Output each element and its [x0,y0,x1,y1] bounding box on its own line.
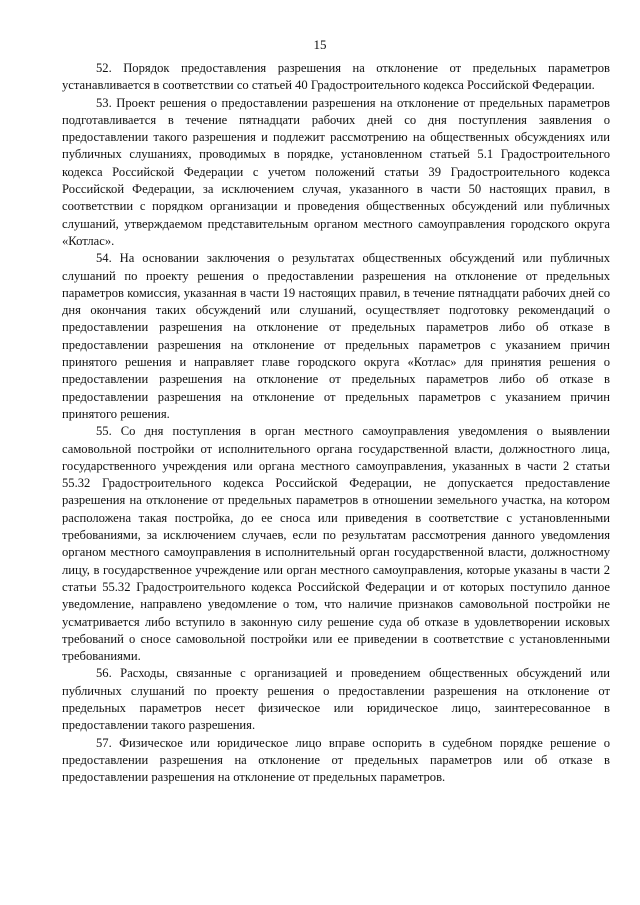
paragraph-55: 55. Со дня поступления в орган местного самоуправления уведомления о выявлении самовольной постройки от исполнительного органа государственной власти, должностного лица, государственного учреждения или органа местного самоуправления, указанных в части 2 статьи 55.32 Градостроительного кодекса Российской Федерации, не допускается предоставление разрешения на отклонение от предельных параметров в отношении земельного участка, на котором расположена такая постройка, до ее сноса или приведения в соответствие с установленными требованиями, за исключением случаев, если по результатам рассмотрения данного уведомления органом местного самоуправления в исполнительный орган государственной власти, должностному лицу, в государственное учреждение или орган местного самоуправления, которые указаны в части 2 статьи 55.32 Градостроительного кодекса Российской Федерации и от которых поступило данное уведомление, направлено уведомление о том, что наличие признаков самовольной постройки не усматривается либо вступило в законную силу решение суда об отказе в удовлетворении исковых требований о сносе самовольной постройки или ее приведении в соответствие с установленными требованиями. [62,424,610,664]
paragraph-52: 52. Порядок предоставления разрешения на отклонение от предельных параметров устанавливается в соответствии со статьей 40 Градостроительного кодекса Российской Федерации. [62,61,610,93]
paragraph-57: 57. Физическое или юридическое лицо вправе оспорить в судебном порядке решение о предоставлении разрешения на отклонение от предельных параметров или об отказе в предоставлении разрешения на отклонение от предельных параметров. [62,735,610,785]
paragraph-53: 53. Проект решения о предоставлении разрешения на отклонение от предельных параметров подготавливается в течение пятнадцати рабочих дней со дня поступления заявления о предоставлении такого разрешения и подлежит рассмотрению на общественных обсуждениях или публичных слушаниях, проводимых в порядке, установленном статьей 5.1 Градостроительного кодекса Российской Федерации с учетом положений статьи 39 Градостроительного кодекса Российской Федерации, за исключением случая, указанного в части 50 настоящих правил, в соответствии с порядком организации и проведения общественных обсуждений или публичных слушаний, утверждаемом представительным органом местного самоуправления городского округа «Котлас». [62,95,610,248]
page-number: 15 [313,37,327,52]
document-body [62,60,610,786]
paragraph-54: 54. На основании заключения о результатах общественных обсуждений или публичных слушаний по проекту решения о предоставлении разрешения на отклонение от предельных параметров комиссия, указанная в части 19 настоящих правил, в течение пятнадцати рабочих дней со дня окончания таких обсуждений или слушаний, осуществляет подготовку рекомендаций о предоставлении разрешения на отклонение от предельных параметров либо об отказе в предоставлении разрешения на отклонение от предельных параметров с указанием причин принятого решения и направляет главе городского округа «Котлас» для принятия решения о предоставлении разрешения на отклонение от предельных параметров либо об отказе в предоставлении разрешения на отклонение от предельных параметров с указанием причин принятого решения. [62,251,610,421]
paragraph-56: 56. Расходы, связанные с организацией и проведением общественных обсуждений или публичных слушаний по проекту решения о предоставлении разрешения на отклонение от предельных параметров несет физическое или юридическое лицо, заинтересованное в предоставлении такого разрешения. [62,666,610,733]
